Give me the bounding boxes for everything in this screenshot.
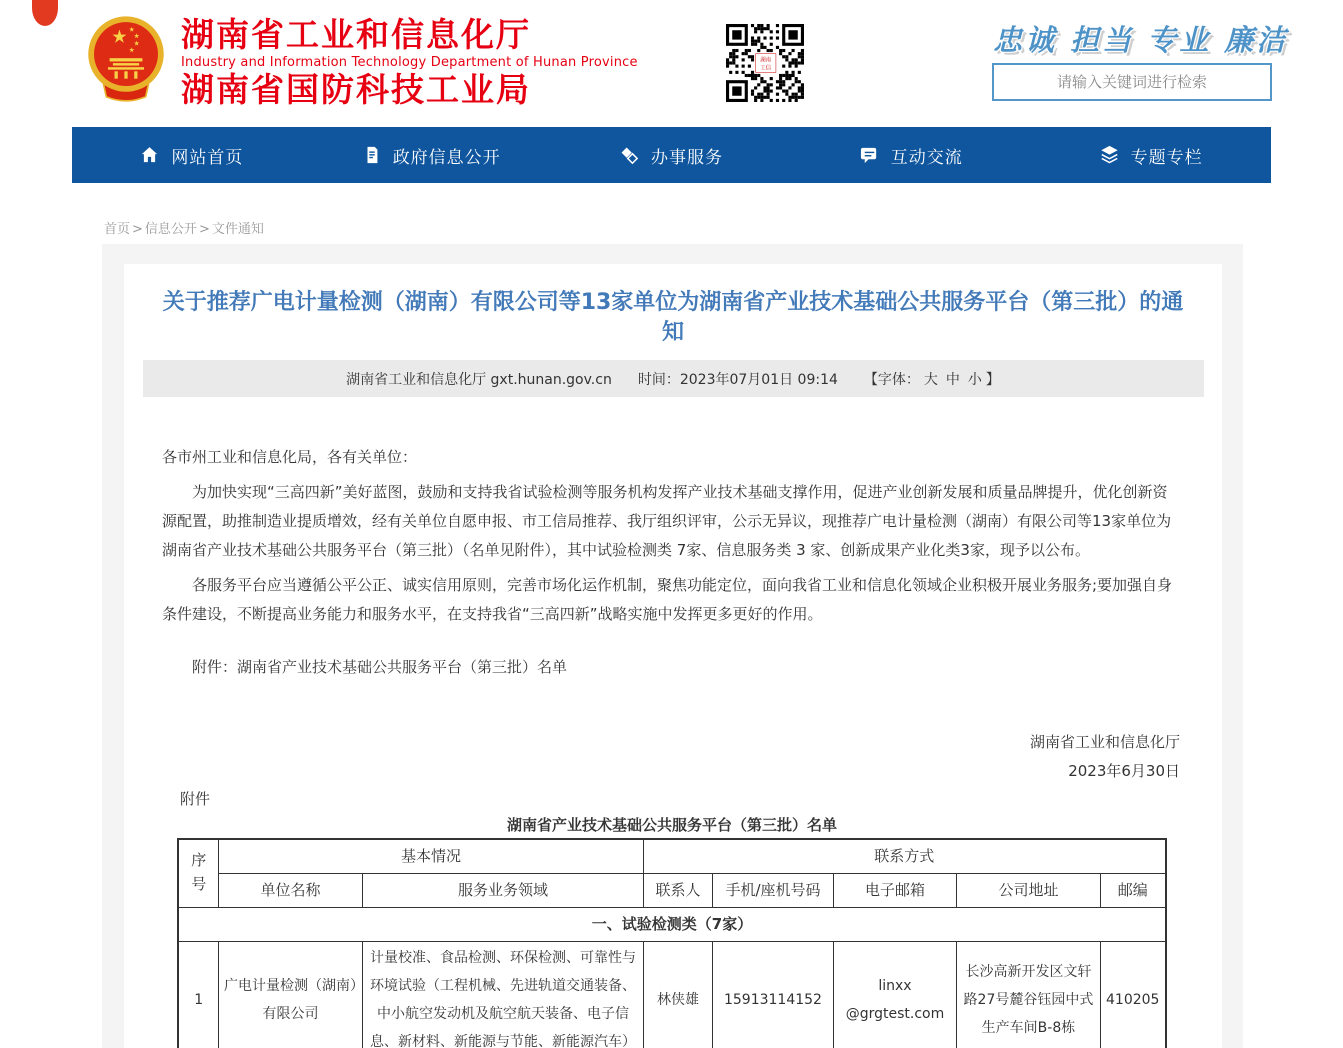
breadcrumb bbox=[103, 218, 265, 237]
table-title: 湖南省产业技术基础公共服务平台（第三批）名单 bbox=[506, 816, 837, 834]
article-meta-bar bbox=[143, 360, 1204, 397]
cell-contact: 林侠雄 bbox=[643, 942, 712, 1048]
search-input[interactable] bbox=[992, 63, 1272, 101]
svg-text:工信: 工信 bbox=[760, 65, 772, 72]
nav-item-label: 政府信息公开 bbox=[392, 147, 501, 168]
red-decoration bbox=[32, 0, 58, 26]
article-body bbox=[162, 443, 1182, 1048]
col-header-email: 电子邮箱 bbox=[833, 874, 956, 908]
col-group-basic: 基本情况 bbox=[218, 839, 643, 874]
site-header bbox=[0, 0, 1343, 127]
layers-icon bbox=[1100, 145, 1119, 165]
col-header-seq: 序号 bbox=[178, 839, 218, 908]
nav-item-topics[interactable] bbox=[1031, 127, 1271, 183]
nav-item-label: 专题专栏 bbox=[1130, 147, 1203, 168]
breadcrumb-info[interactable]: 信息公开 bbox=[144, 222, 197, 237]
article-source: 湖南省工业和信息化厅 gxt.hunan.gov.cn bbox=[346, 371, 612, 388]
cell-zip: 410205 bbox=[1100, 942, 1165, 1048]
cell-seq: 1 bbox=[178, 942, 218, 1048]
nav-item-gov-info[interactable] bbox=[312, 127, 552, 183]
nav-item-home[interactable] bbox=[72, 127, 312, 183]
chat-icon bbox=[860, 146, 879, 165]
qr-code bbox=[726, 24, 804, 102]
attachment-reference: 附件：湖南省产业技术基础公共服务平台（第三批）名单 bbox=[192, 658, 568, 676]
salutation: 各市州工业和信息化局，各有关单位： bbox=[162, 448, 418, 466]
nav-item-services[interactable] bbox=[552, 127, 792, 183]
cell-service-scope: 计量校准、食品检测、环保检测、可靠性与环境试验（工程机械、先进轨道交通装备、中小航空发动机及航空航天装备、电子信息、新材料、新能源与节能、新能源汽车） bbox=[362, 942, 643, 1048]
col-header-name: 单位名称 bbox=[218, 874, 362, 908]
breadcrumb-separator: > bbox=[198, 222, 210, 237]
brand-title-secondary: 湖南省国防科技工业局 bbox=[181, 70, 531, 109]
home-icon bbox=[140, 146, 159, 165]
brand-title-main: 湖南省工业和信息化厅 bbox=[181, 15, 531, 54]
font-size-medium-button[interactable]: 中 bbox=[945, 371, 960, 388]
signer-name: 湖南省工业和信息化厅 bbox=[1029, 733, 1180, 751]
signature-block bbox=[162, 728, 1182, 786]
document-icon bbox=[363, 146, 381, 164]
article-card bbox=[124, 264, 1222, 1048]
col-group-contact: 联系方式 bbox=[643, 839, 1165, 874]
nav-item-label: 办事服务 bbox=[650, 147, 723, 168]
body-paragraph: 为加快实现“三高四新”美好蓝图，鼓励和支持我省试验检测等服务机构发挥产业技术基础支撑作用，促进产业创新发展和质量品牌提升，优化创新资源配置，助推制造业提质增效，经有关单位自愿申报、市工信局推荐、我厅组织评审，公示无异议，现推荐广电计量检测（湖南）有限公司等13家单位为湖南省产业技术基础公共服务平台（第三批）（名单见附件），其中试验检测类 7家、信息服务类 3 家、创新成果产业化类3家，现予以公布。 bbox=[162, 483, 1172, 559]
breadcrumb-current: 文件通知 bbox=[211, 222, 264, 237]
cell-phone: 15913114152 bbox=[712, 942, 833, 1048]
cell-company-name: 广电计量检测（湖南）有限公司 bbox=[218, 942, 362, 1048]
platform-list-table bbox=[177, 838, 1166, 1048]
cell-address: 长沙高新开发区文轩路27号麓谷钰园中式生产车间B-8栋 bbox=[956, 942, 1100, 1048]
col-header-zip: 邮编 bbox=[1100, 874, 1165, 908]
col-header-scope: 服务业务领域 bbox=[362, 874, 643, 908]
attachment-label: 附件 bbox=[180, 790, 211, 808]
nav-item-label: 互动交流 bbox=[890, 147, 963, 168]
svg-text:湖南: 湖南 bbox=[760, 57, 772, 64]
font-size-small-button[interactable]: 小 bbox=[967, 371, 982, 388]
breadcrumb-home[interactable]: 首页 bbox=[104, 222, 131, 237]
site-brand[interactable] bbox=[181, 16, 638, 109]
body-paragraph: 各服务平台应当遵循公平公正、诚实信用原则，完善市场化运作机制，聚焦功能定位，面向我省工业和信息化领域企业积极开展业务服务;要加强自身条件建设，不断提高业务能力和服务水平，在支持我省“三高四新”战略实施中发挥更多更好的作用。 bbox=[162, 576, 1173, 623]
cell-email: linxx @grgtest.com bbox=[833, 942, 956, 1048]
sign-date: 2023年6月30日 bbox=[1068, 762, 1180, 780]
nav-item-label: 网站首页 bbox=[171, 147, 244, 168]
brand-title-english: Industry and Information Technology Department of Hunan Province bbox=[181, 55, 638, 70]
main-nav bbox=[72, 127, 1271, 183]
breadcrumb-separator: > bbox=[132, 222, 143, 237]
content-background bbox=[102, 244, 1243, 1048]
table-row bbox=[178, 942, 1165, 1048]
page-title: 关于推荐广电计量检测（湖南）有限公司等13家单位为湖南省产业技术基础公共服务平台（第三批）的通知 bbox=[162, 290, 1184, 345]
font-size-large-button[interactable]: 大 bbox=[923, 371, 938, 388]
slogan-text: 忠诚 担当 专业 廉洁 bbox=[993, 23, 1289, 57]
national-emblem-logo bbox=[85, 12, 167, 106]
font-size-control: 【字体： 大 中 小 】 bbox=[863, 371, 1000, 388]
col-header-phone: 手机/座机号码 bbox=[712, 874, 833, 908]
service-icon bbox=[620, 146, 639, 165]
nav-item-interaction[interactable] bbox=[791, 127, 1031, 183]
col-header-address: 公司地址 bbox=[956, 874, 1100, 908]
col-header-contact: 联系人 bbox=[643, 874, 712, 908]
article-time: 时间：2023年07月01日 09:14 bbox=[637, 371, 838, 388]
table-section-header: 一、试验检测类（7家） bbox=[178, 908, 1165, 942]
